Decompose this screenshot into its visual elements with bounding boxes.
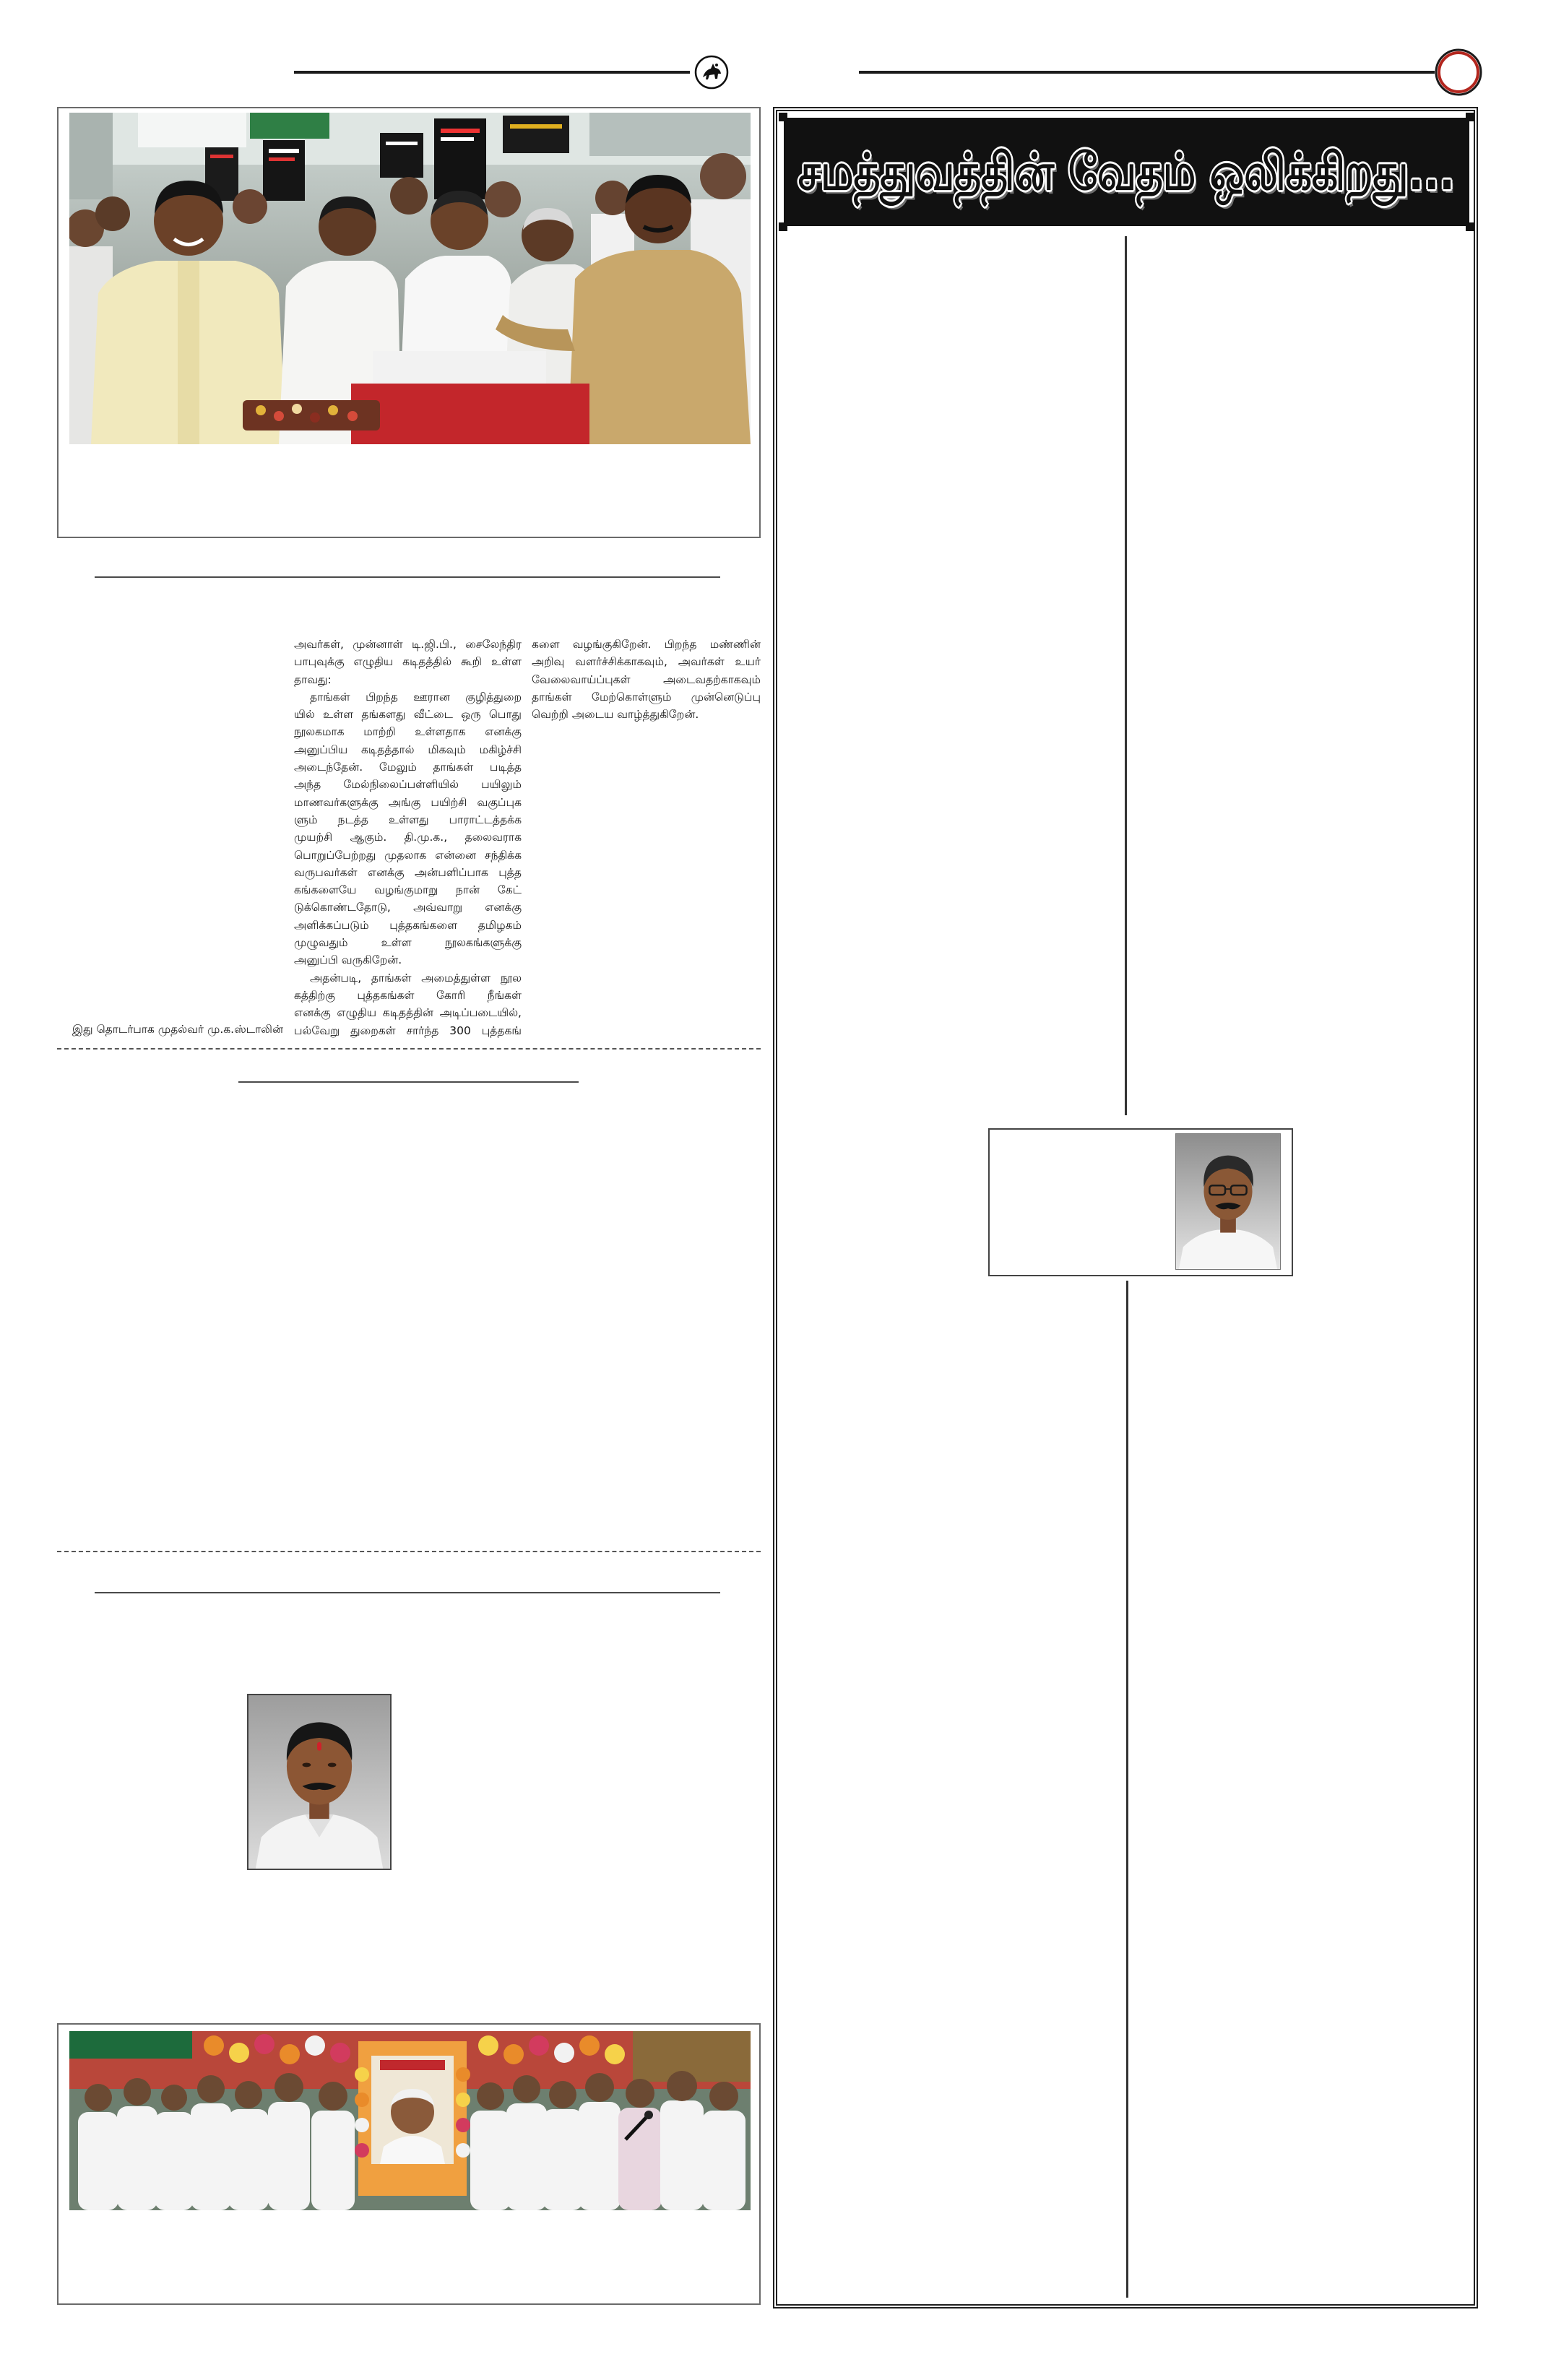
- article-line-text: அடைந்தேன். மேலும் தாங்கள் படித்த: [294, 761, 522, 774]
- article-line: [532, 706, 761, 723]
- article-paragraph: [294, 688, 522, 969]
- columnist-portrait-photo: [1175, 1133, 1281, 1270]
- article-line: [294, 828, 522, 846]
- article-line-text: மாணவர்களுக்கு அங்கு பயிற்சி வகுப்புக: [294, 795, 522, 809]
- article-line-text: அவர்கள், முன்னாள் டி.ஜி.பி., சைலேந்திர: [294, 638, 522, 651]
- article-line-text: அதன்படி, தாங்கள் அமைத்துள்ள நூல: [310, 971, 522, 985]
- article-line-text: களை வழங்குகிறேன். பிறந்த மண்ணின்: [532, 638, 761, 651]
- top-news-photo: [69, 113, 751, 444]
- article-line: [294, 811, 522, 828]
- article-line-text: அறிவு வளர்ச்சிக்காகவும், அவர்கள் உயர்: [532, 655, 761, 669]
- article-line: [294, 1022, 522, 1039]
- article-line: [294, 881, 522, 899]
- article-column-3: [532, 636, 761, 730]
- article-line: [532, 671, 761, 688]
- article-line-text: யில் உள்ள தங்களது வீட்டை ஒரு பொது: [294, 708, 522, 722]
- article-line-text: அளிக்கப்படும் புத்தகங்களை தமிழகம்: [294, 918, 522, 932]
- article-line-text: பொறுப்பேற்றது முதலாக என்னை சந்திக்க: [294, 848, 522, 862]
- article-line-text: பல்வேறு துறைகள் சார்ந்த 300 புத்தகங்: [294, 1024, 522, 1037]
- article-line-text: கத்திற்கு புத்தகங்கள் கோரி நீங்கள்: [294, 988, 522, 1002]
- article-line: [294, 671, 522, 688]
- article-line: [532, 688, 761, 706]
- article-line-text: எனக்கு எழுதிய கடிதத்தின் அடிப்படையில்,: [294, 1006, 522, 1020]
- article-line: [294, 688, 522, 706]
- article-line: [294, 899, 522, 916]
- article-line-text: முயற்சி ஆகும். தி.மு.க., தலைவராக: [294, 831, 522, 844]
- newspaper-emblem-icon: [693, 54, 730, 90]
- article-paragraph: [294, 969, 522, 1039]
- article-line-text: வெற்றி அடைய வாழ்த்துகிறேன்.: [532, 708, 699, 722]
- article-line: [72, 1021, 283, 1038]
- article-line: [532, 636, 761, 653]
- article-line: [532, 653, 761, 670]
- article-line: [294, 917, 522, 934]
- article-line: [294, 794, 522, 811]
- article-line: [294, 636, 522, 653]
- article-line-text: அனுப்பிய கடிதத்தால் மிகவும் மகிழ்ச்சி: [294, 743, 522, 756]
- section-rule-1: [95, 576, 720, 578]
- article-column-1: [72, 1021, 283, 1039]
- article-paragraph: [532, 636, 761, 723]
- article-line: [294, 741, 522, 758]
- article-line-text: அந்த மேல்நிலைப்பள்ளியில் பயிலும்: [294, 778, 522, 792]
- header-rule-right: [859, 71, 1435, 74]
- article-column-2: [294, 636, 522, 1044]
- bottom-news-photo: [69, 2031, 751, 2210]
- framed-portrait: [355, 2041, 470, 2196]
- portrait-photo-left: [247, 1694, 392, 1870]
- header-rule-left: [294, 71, 690, 74]
- article-paragraph: [72, 1021, 283, 1038]
- article-paragraph: [294, 636, 522, 688]
- article-line: [294, 864, 522, 881]
- article-line-text: தாவது:: [294, 672, 332, 686]
- column-divider-upper: [1125, 236, 1127, 1115]
- article-line: [294, 653, 522, 670]
- article-line: [294, 776, 522, 793]
- article-line-text: இது தொடர்பாக முதல்வர் மு.க.ஸ்டாலின்: [72, 1023, 283, 1036]
- article-line-text: அனுப்பி வருகிறேன்.: [294, 953, 402, 967]
- article-line: [294, 969, 522, 987]
- article-line-text: டுக்கொண்டதோடு, அவ்வாறு எனக்கு: [294, 901, 522, 914]
- section-rule-3: [95, 1592, 720, 1593]
- section-rule-2: [238, 1081, 579, 1083]
- article-line-text: நூலகமாக மாற்றி உள்ளதாக எனக்கு: [294, 725, 522, 739]
- article-line-text: கங்களையே வழங்குமாறு நான் கேட்: [294, 883, 522, 897]
- dashed-separator-1: [57, 1048, 761, 1050]
- article-line: [294, 723, 522, 740]
- dashed-separator-2: [57, 1551, 761, 1552]
- article-line-text: தாங்கள் பிறந்த ஊரான குழித்துறை: [310, 690, 522, 704]
- article-line: [294, 706, 522, 723]
- article-line: [294, 987, 522, 1004]
- page-number-badge: [1433, 47, 1484, 98]
- article-line-text: ளும் நடத்த உள்ளது பாராட்டத்தக்க: [294, 813, 522, 826]
- article-line-text: வேலைவாய்ப்புகள் அடைவதற்காகவும்: [532, 672, 761, 686]
- article-line: [294, 951, 522, 969]
- article-line-text: வருபவர்கள் எனக்கு அன்பளிப்பாக புத்த: [294, 865, 522, 879]
- article-line: [294, 934, 522, 951]
- article-line-text: முழுவதும் உள்ள நூலகங்களுக்கு: [294, 936, 522, 950]
- article-line: [294, 847, 522, 864]
- article-line-text: தாங்கள் மேற்கொள்ளும் முன்னெடுப்பு: [532, 690, 761, 704]
- article-line-text: பாபுவுக்கு எழுதிய கடிதத்தில் கூறி உள்ள: [294, 655, 522, 669]
- article-line: [294, 758, 522, 776]
- column-divider-lower: [1126, 1281, 1128, 2298]
- feature-title-banner: [784, 118, 1469, 226]
- article-line: [294, 1004, 522, 1021]
- feature-title: சமத்துவத்தின் வேதம் ஒலிக்கிறது...: [798, 142, 1455, 202]
